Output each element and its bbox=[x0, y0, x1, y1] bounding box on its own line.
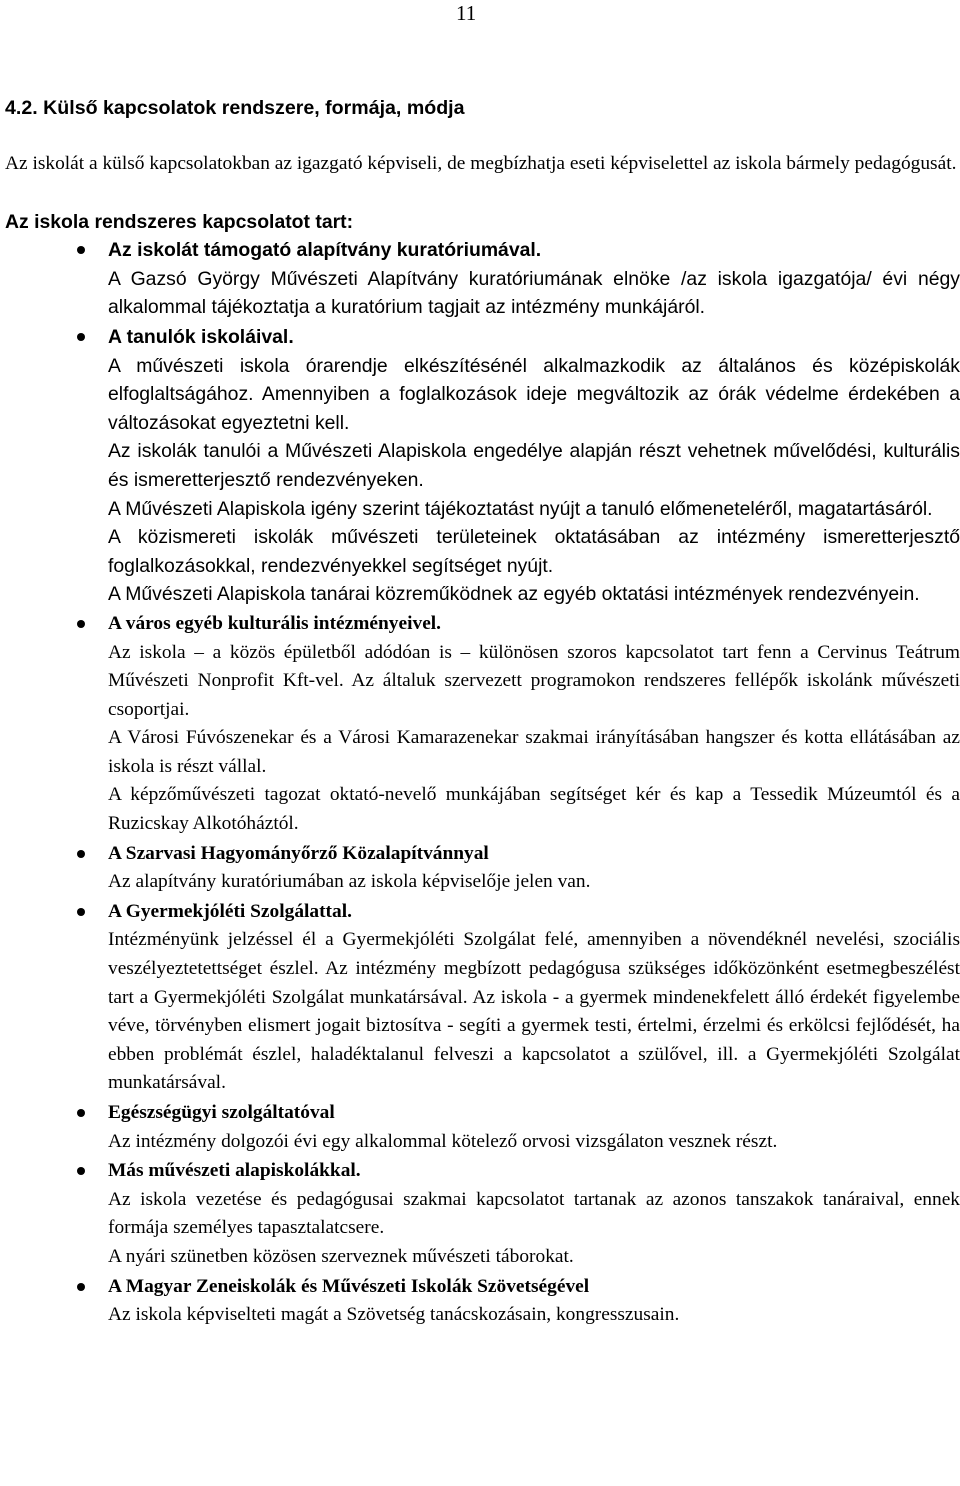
page-number: 11 bbox=[456, 1, 477, 25]
item-paragraph: Az iskola vezetése és pedagógusai szakmai kapcsolatot tartanak az azonos tanszakok tanáraival, ennek formája személyes tapasztalatcsere. bbox=[108, 1188, 960, 1239]
item-paragraph: A Városi Fúvószenekar és a Városi Kamarazenekar szakmai irányításában hangszer és kotta ellátásában az iskola is részt vállal. bbox=[108, 727, 960, 777]
item-title: A Magyar Zeneiskolák és Művészeti Iskolák Szövetségével bbox=[108, 1275, 590, 1297]
list-item bbox=[5, 840, 960, 897]
bullet-icon bbox=[77, 1283, 85, 1291]
item-paragraph: Az iskolák tanulói a Művészeti Alapiskola engedélye alapján részt vehetnek művelődési, kulturális és ismeretterjesztő rendezvényeken. bbox=[108, 440, 960, 491]
bullet-icon bbox=[77, 850, 85, 858]
bullet-icon bbox=[77, 1167, 85, 1175]
item-paragraph: Az alapítvány kuratóriumában az iskola képviselője jelen van. bbox=[108, 871, 591, 893]
item-paragraph: A képzőművészeti tagozat oktató-nevelő munkájában segítséget kér és kap a Tessedik Múzeumtól és a Ruzicskay Alkotóháztól. bbox=[108, 784, 960, 835]
item-paragraph: Az iskola képviselteti magát a Szövetség tanácskozásain, kongresszusain. bbox=[108, 1304, 680, 1326]
bullet-icon bbox=[77, 246, 85, 254]
list-item bbox=[5, 1099, 960, 1156]
list-item bbox=[5, 236, 960, 322]
lead-text: Az iskola rendszeres kapcsolatot tart: bbox=[5, 210, 354, 233]
item-title: A Szarvasi Hagyományőrző Közalapítvánnyal bbox=[108, 842, 489, 864]
bullet-icon bbox=[77, 908, 85, 916]
item-title: Az iskolát támogató alapítvány kuratóriumával. bbox=[108, 239, 542, 262]
item-paragraph: A Művészeti Alapiskola igény szerint tájékoztatást nyújt a tanuló előmeneteléről, magatartásáról. bbox=[108, 497, 933, 520]
item-title: A Gyermekjóléti Szolgálattal. bbox=[108, 900, 352, 922]
list-item bbox=[5, 898, 960, 1098]
section-heading: 4.2. Külső kapcsolatok rendszere, formája, módja bbox=[5, 97, 465, 119]
bullet-icon bbox=[77, 333, 85, 341]
bullet-icon bbox=[77, 1109, 85, 1117]
list-item bbox=[5, 1157, 960, 1271]
item-paragraph: Az intézmény dolgozói évi egy alkalommal kötelező orvosi vizsgálaton vesznek részt. bbox=[108, 1130, 778, 1152]
item-paragraph: A közismereti iskolák művészeti területeinek oktatásában az intézmény ismeretterjesztő foglalkozásokkal, rendezvényekkel segítséget nyújt. bbox=[108, 526, 960, 577]
item-paragraph: Intézményünk jelzéssel él a Gyermekjóléti Szolgálat felé, amennyiben a növendéknél nevelési, szociális veszélyeztetettséget észlel. Az intézmény megbízott pedagógusa szükséges időközönként esetmegbeszélést tart a Gyermekjóléti Szolgálat munkatársával. Az iskola - a gyermek mindenekfelett álló érdekét figyelembe véve, törvényben elismert jogait biztosítva - segíti a gyermek testi, értelmi, érzelmi és erkölcsi fejlődését, ha ebben problémát észlel, haladéktalanul felveszi a kapcsolatot a szülővel, ill. a Gyermekjóléti Szolgálat munkatársával. bbox=[108, 929, 960, 1094]
item-title: A tanulók iskoláival. bbox=[108, 325, 294, 348]
item-title: A város egyéb kulturális intézményeivel. bbox=[108, 612, 442, 634]
item-title: Egészségügyi szolgáltatóval bbox=[108, 1102, 335, 1123]
item-paragraph: Az iskola – a közös épületből adódóan is – különösen szoros kapcsolatot tart fenn a Cervinus Teátrum Művészeti Nonprofit Kft-vel. Az általuk szervezett programokon rendszeres fellépők iskolánk művészeti csoportjai. bbox=[108, 641, 960, 720]
bullet-icon bbox=[77, 620, 85, 628]
item-paragraph: A nyári szünetben közösen szerveznek művészeti táborokat. bbox=[108, 1245, 574, 1267]
item-paragraph: A Művészeti Alapiskola tanárai közreműködnek az egyéb oktatási intézmények rendezvényein. bbox=[108, 583, 920, 606]
list-item bbox=[5, 1273, 960, 1330]
document-body bbox=[5, 94, 960, 1330]
item-paragraph: A művészeti iskola órarendje elkészítésénél alkalmazkodik az általános és középiskolák elfoglaltságához. Amennyiben a foglalkozások ideje megváltozik az órák védelme érdekében a változásokat egyeztetni kell. bbox=[108, 354, 960, 434]
item-title: Más művészeti alapiskolákkal. bbox=[108, 1160, 361, 1182]
list-item bbox=[5, 323, 960, 609]
intro-paragraph: Az iskolát a külső kapcsolatokban az igazgató képviseli, de megbízhatja eseti képviselettel az iskola bármely pedagógusát. bbox=[5, 153, 957, 174]
contact-list bbox=[5, 236, 960, 1330]
item-paragraph: A Gazsó György Művészeti Alapítvány kuratóriumának elnöke /az iskola igazgatója/ évi négy alkalommal tájékoztatja a kuratórium tagjait az intézmény munkájáról. bbox=[108, 267, 960, 319]
list-item bbox=[5, 610, 960, 839]
